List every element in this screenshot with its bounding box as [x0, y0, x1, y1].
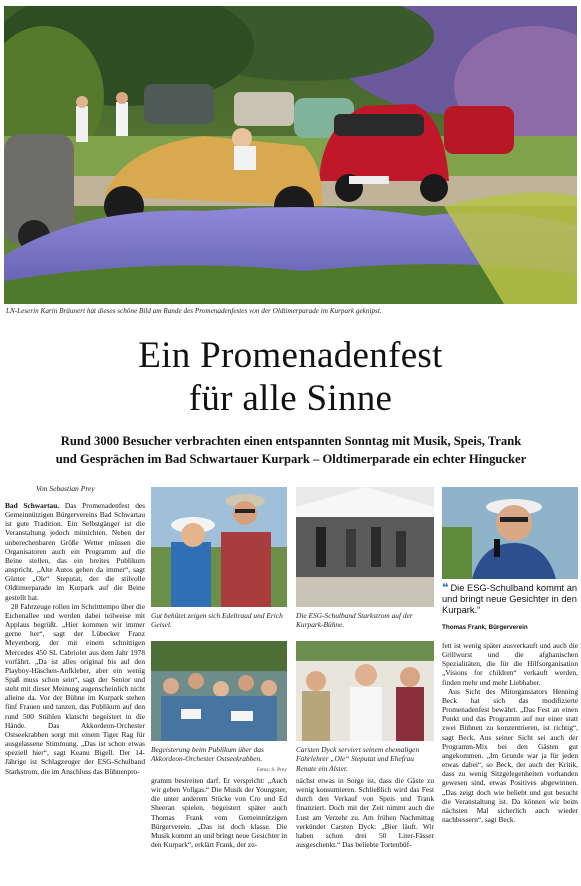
- photo-accordion-orchestra-audience: [151, 641, 287, 741]
- subhead-line-2: und Gesprächen im Bad Schwartauer Kurpark – Oldtimerparade ein echter Hingucker: [55, 452, 527, 466]
- photo-carsten-dyck-serving: [296, 641, 434, 741]
- article-column-3: [296, 776, 434, 849]
- dateline: Bad Schwartau.: [5, 501, 60, 510]
- quote-marks-icon: ❝: [442, 582, 449, 594]
- photo-thomas-frank: [442, 487, 578, 579]
- top-photo-caption: LN-Leserin Karin Bräunert hat dieses schöne Bild am Rande des Promenadenfestes von der Oldtimerparade im Kurpark geknipst.: [6, 307, 382, 315]
- paragraph-intro: Das Promenadenfest des Gemeinnützigen Bürgervereins Bad Schwartau ist gute Tradition. Ein Selbstgänger ist die Veranstaltung jedoch mitnichten. Neben der unberechenbaren Größe Wetter müssen die Organisatoren auch ein Programm auf die Beine stellen, das ein breites Publikum anspricht. „Alte Autos gehen da immer“, sagt Günter „Ole“ Steputat, der die stilvolle Oldtimerparade im Kurpark auf die Beine gestellt hat.: [5, 501, 145, 602]
- headline-line-2: für alle Sinne: [188, 378, 393, 419]
- paragraph-buffet: fett ist wenig später ausverkauft und auch die Grillwurst und die afghanischen Spezialitäten, die für die Hilfsorganisation „Visions for children“ verkauft werden, finden mehr und mehr Liebhaber.: [442, 641, 578, 687]
- paragraph-band: gramm bestreiten darf. Er verspricht: „Auch wir geben Vollgas.“ Die Musik der Youngster, die unter anderem Stücke von Cro und Ed Sheeran spielen, begeistert später auch Thomas Frank vom Gemeinnützigen Bürgerverein. „Das ist doch klasse. Die Musik kommt an und bringt neue Gesichter in den Kurpark“, erklärt Frank, der zu-: [151, 776, 287, 850]
- paragraph-catering: nächst etwas in Sorge ist, dass die Gäste zu wenig konsumieren. Schließlich wird das Fest durch den Verkauf von Speis und Trank finanziert. Doch mit der Zeit nimmt auch die Lust am Verzehr zu. Am frühen Nachmittag verkündet Carsten Dyck: „Bier läuft. Wir haben schon drei 50 Liter-Fässer ausgeschenkt.“ Das beliebte Tortenbüf-: [296, 776, 434, 850]
- photo-couple-with-hats: [151, 487, 287, 607]
- photo-2-caption: Die ESG-Schulband Starkstrom auf der Kurpark-Bühne.: [296, 611, 413, 630]
- photo-4-caption-text: Begeisterung beim Publikum über das Akkordeon-Orchester Ostseekrabben.: [151, 745, 264, 764]
- photo-school-band-stage: [296, 487, 434, 607]
- pull-quote: [442, 583, 578, 616]
- photo-4-caption: [151, 745, 287, 775]
- photo-5-caption: Carsten Dyck serviert seinem ehemaligen Fahrlehrer „Ole“ Steputat und Ehefrau Renate ein Alster.: [296, 745, 420, 773]
- pull-quote-text: Die ESG-Schulband kommt an und bringt neue Gesichter in den Kurpark.“: [442, 583, 578, 615]
- top-photo-oldtimer-parade: [4, 6, 577, 304]
- headline-line-1: Ein Promenadenfest: [138, 335, 443, 376]
- photo-credit: Fotos: S. Prey: [256, 766, 287, 773]
- byline: Von Sebastian Prey: [36, 484, 95, 493]
- pull-quote-source: Thomas Frank, Bürgerverein: [442, 624, 528, 631]
- article-column-1: [5, 501, 145, 776]
- article-column-4: [442, 641, 578, 824]
- article-column-2: [151, 776, 287, 849]
- paragraph-henning-beck: Aus Sicht des Mitorgansiators Henning Beck hat sich das modifizierte Promenadenfest bewährt. „Das Fest an einen Punkt und das Programm auf nur einer statt zwei Bühnen zu konzentrieren, ist richtig“, sagt Beck. Aus seiner Sicht sei auch der Programm-Mix bei den Gästen gut angekommen. „Im Grunde war ja für jeden etwas dabei“, so Beck, der auch der Kritik, dass zu wenig Sitzgelegenheiten vorhanden gewesen sind, etwas Positives abgewinnen. „Das zeigt doch wie beliebt und gut besucht die Veranstaltung ist. Da können wir beim nächsten Mal sicherlich auch wieder nachbessern“, sagt Beck.: [442, 686, 578, 824]
- paragraph-parade: 28 Fahrzeuge rollen im Schritttempo über die Eichenallee und werden dabei teilweise mit Applaus begrüßt. „Hier kommen wir immer gerne her“, sagt der Lübecker Franz Meyenborg, der mit einem schnittigen Mercedes 450 SL Cabriolet aus dem Jahr 1978 vorfährt. „Da ist alles original bis auf den Playboy-Häschen-Aufkleber, aber ein wenig Spaß muss schon sein“, sagt der Senior und steht mit dieser Meinung augenscheinlich nicht alleine da. Vor der Bühne im Kurpark stehen fünf Frauen und tanzen, das Publikum auf den rund 500 Stühlen klatscht begeistert in die Hände. Das Akkordeon-Orchester Ostseekrabben sorgt mit einem Tiger Rag für ausgelassene Stimmung. „Das ist schon etwas speziell hier“, sagt Keanu Bigell. Der 14-Jährige ist Schlagzeuger der ESG-Schulband Starkstrom, die im Anschluss das Bühnenpro-: [5, 601, 145, 776]
- subhead-line-1: Rund 3000 Besucher verbrachten einen entspannten Sonntag mit Musik, Speis, Trank: [60, 434, 522, 448]
- photo-1-caption: Gut behütet zeigen sich Edeltraud und Erich Geisel.: [151, 611, 283, 630]
